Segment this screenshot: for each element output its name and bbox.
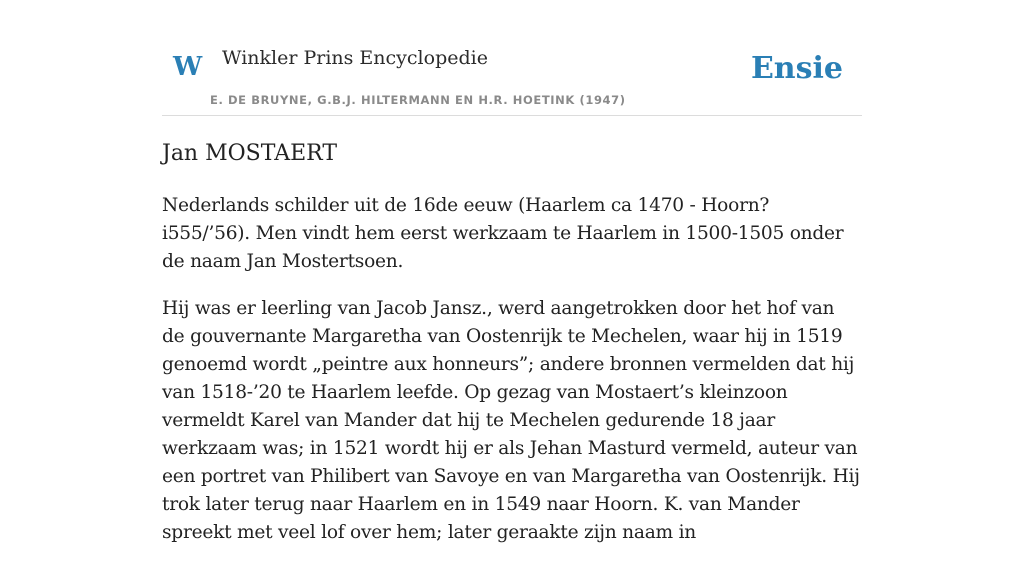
article-paragraph: Nederlands schilder uit de 16de eeuw (Haarlem ca 1470 - Hoorn? i555/’56). Men vindt hem eerst werkzaam te Haarlem in 1500-1505 onder de naam Jan Mostertsoen. xyxy=(162,195,844,272)
article-paragraph: Hij was er leerling van Jacob Jansz., werd aangetrokken door het hof van de gouvernante Margaretha van Oostenrijk te Mechelen, waar hij in 1519 genoemd wordt „peintre aux honneurs”; andere bronnen vermelden dat hij van 1518-’20 te Haarlem leefde. Op gezag van Mostaert’s kleinzoon vermeldt Karel van Mander dat hij te Mechelen gedurende 18 jaar werkzaam was; in 1521 wordt hij er als Jehan Masturd vermeld, auteur van een portret van Philibert van Savoye en van Margaretha van Oostenrijk. Hij trok later terug naar Haarlem en in 1549 naar Hoorn. K. van Mander spreekt met veel lof over hem; later geraakte zijn naam in xyxy=(162,298,860,543)
site-title[interactable]: Winkler Prins Encyclopedie xyxy=(222,47,488,69)
site-header xyxy=(162,40,862,116)
article-body xyxy=(162,192,862,566)
article-title: Jan MOSTAERT xyxy=(162,141,338,166)
authors-line: E. DE BRUYNE, G.B.J. HILTERMANN EN H.R. HOETINK (1947) xyxy=(210,93,626,107)
ensie-brand-logo[interactable]: Ensie xyxy=(750,51,843,86)
winkler-prins-logo[interactable]: W xyxy=(173,52,203,82)
